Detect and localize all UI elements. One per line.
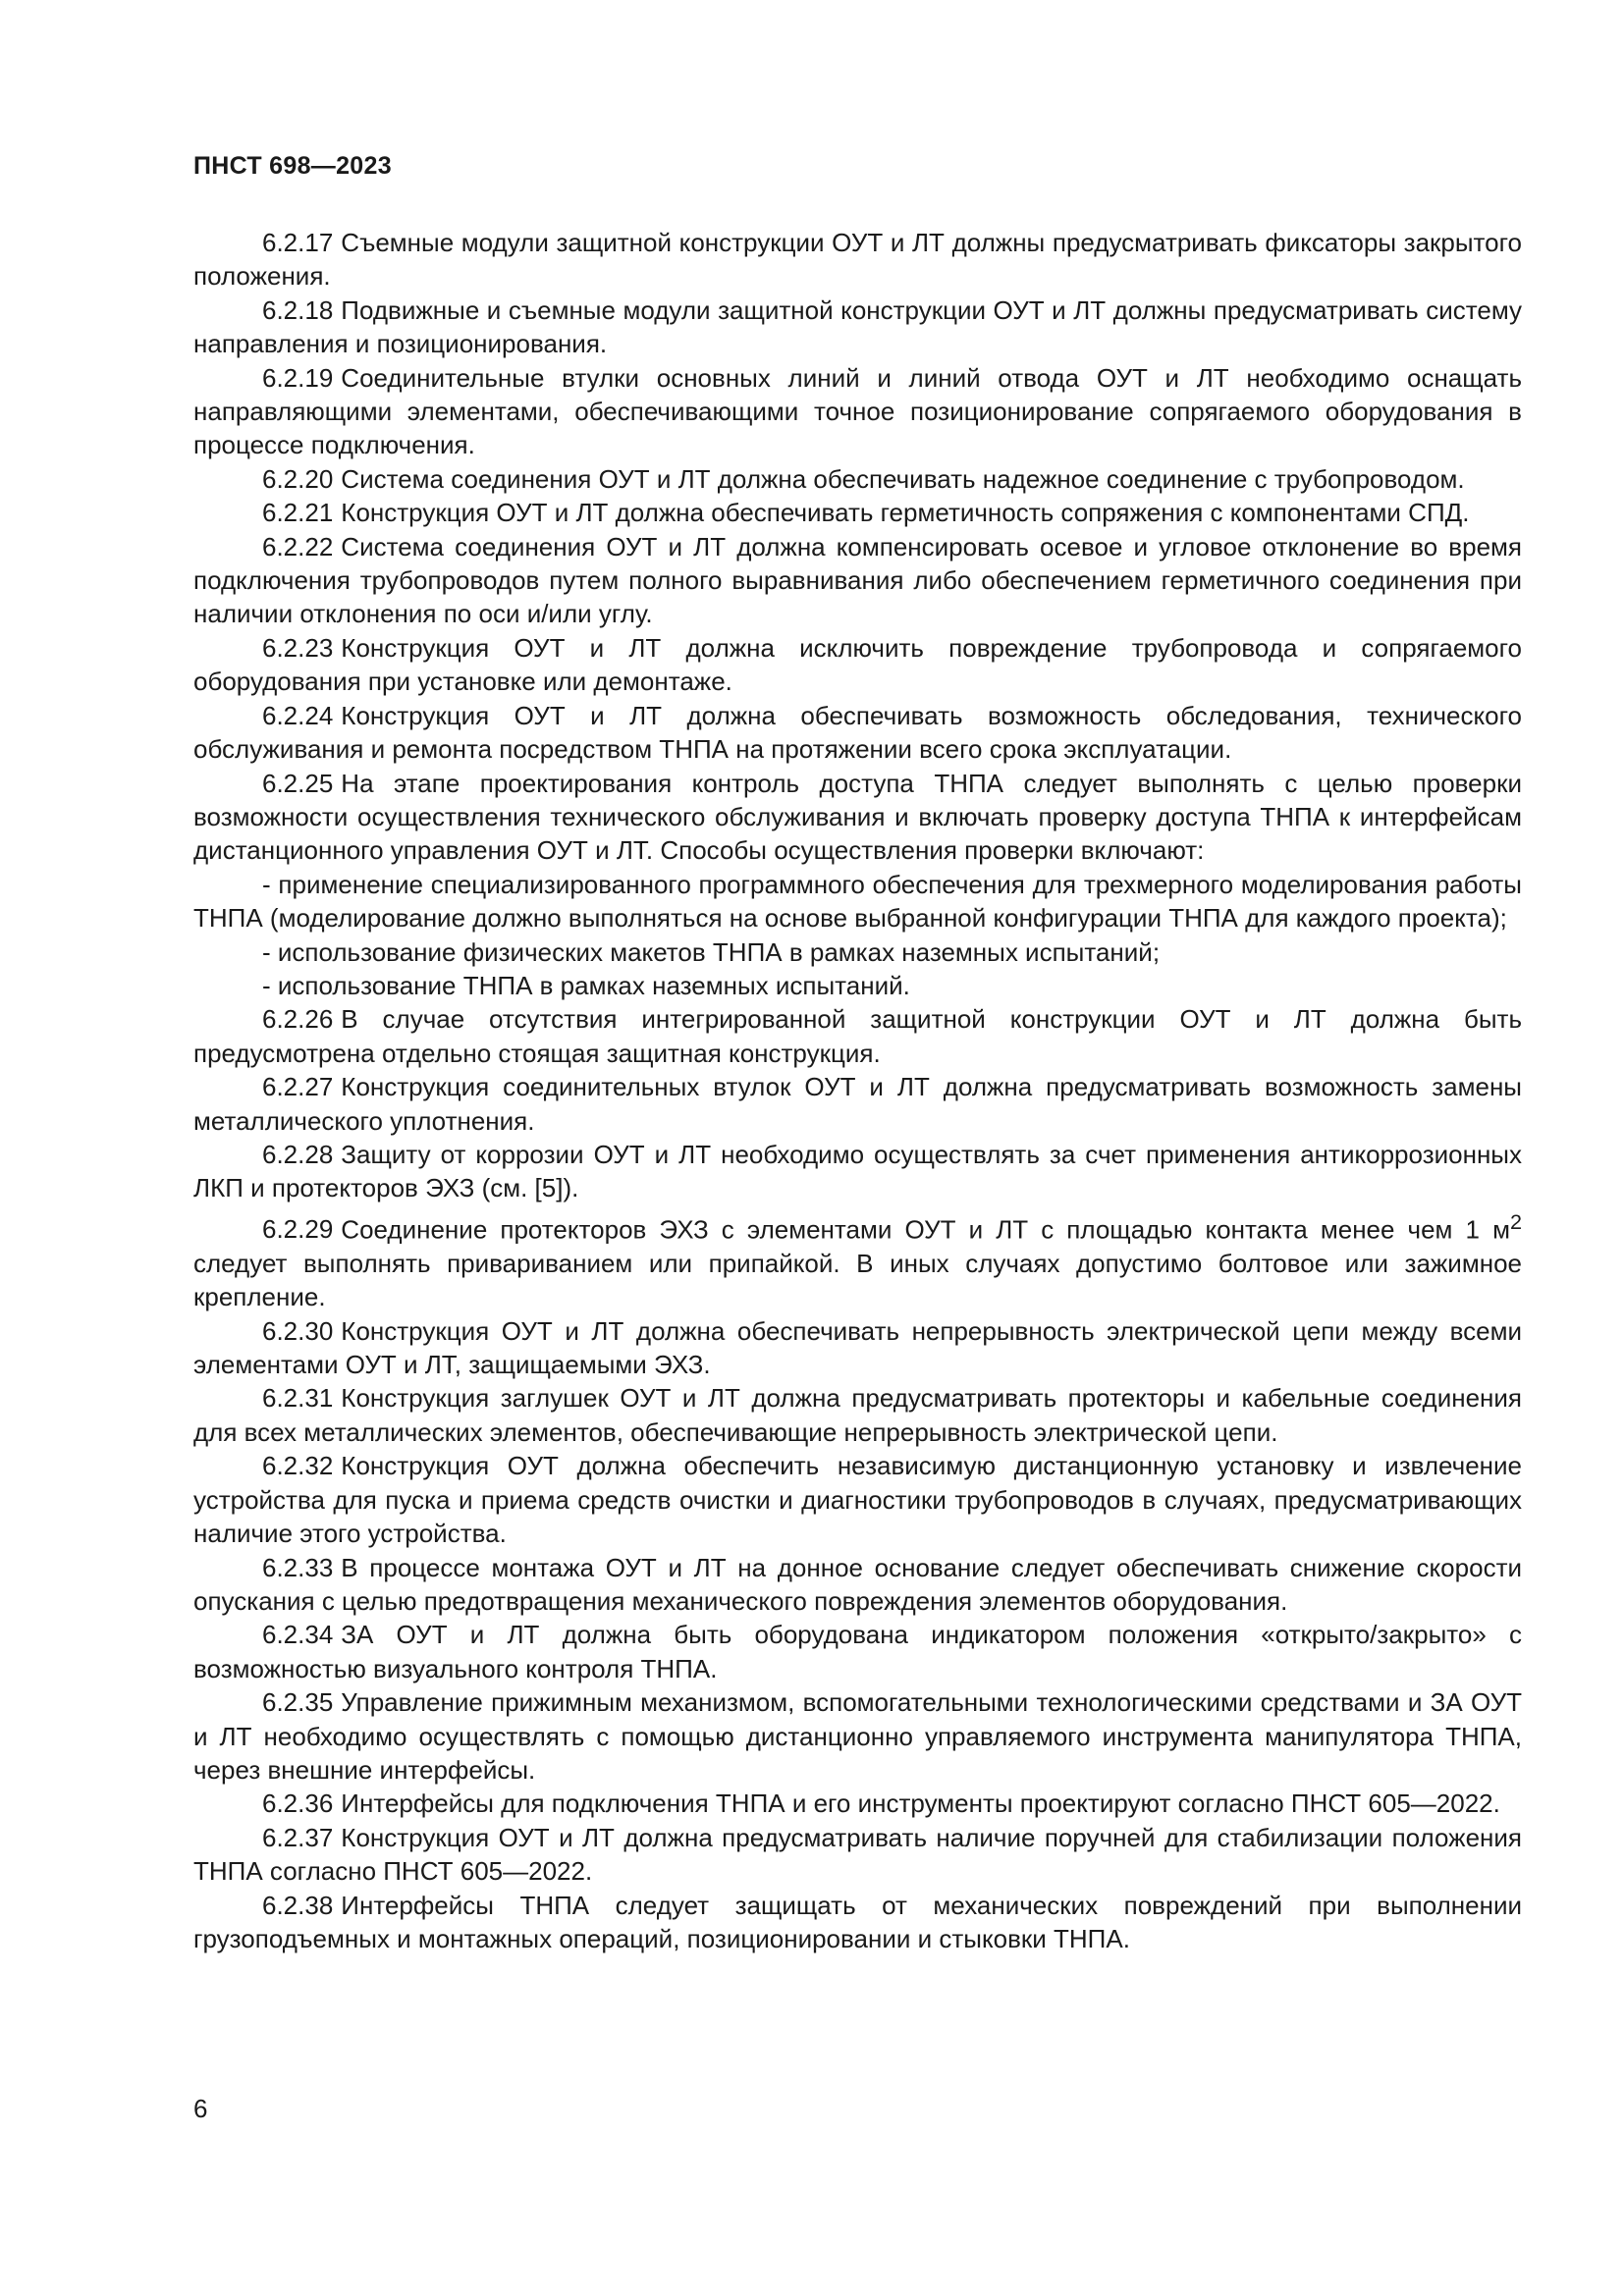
- clause-number: 6.2.22: [262, 531, 334, 561]
- clause-text: следует выполнять привариванием или припайкой. В иных случаях допустимо болтовое или зажимное крепление.: [193, 1248, 1522, 1312]
- clause-number: 6.2.34: [262, 1620, 334, 1650]
- clause-number: 6.2.29: [262, 1214, 334, 1245]
- clause-number: 6.2.18: [262, 294, 334, 325]
- clause-6-2-38: [193, 1889, 1522, 1956]
- clause-text: Соединение протекторов ЭХЗ с элементами ОУТ и ЛТ с площадью контакта менее чем 1 м: [341, 1214, 1510, 1245]
- clause-number: 6.2.38: [262, 1890, 334, 1920]
- clause-6-2-36: [193, 1787, 1522, 1820]
- clause-6-2-19: [193, 361, 1522, 462]
- clause-number: 6.2.21: [262, 498, 334, 528]
- clause-6-2-26: [193, 1002, 1522, 1070]
- clause-6-2-22: [193, 530, 1522, 631]
- clause-6-2-18: [193, 294, 1522, 361]
- clause-6-2-33: [193, 1551, 1522, 1619]
- clause-6-2-24: [193, 699, 1522, 767]
- clause-6-2-28: [193, 1138, 1522, 1205]
- list-item: - использование ТНПА в рамках наземных испытаний.: [262, 970, 910, 1000]
- clause-text: ЗА ОУТ и ЛТ должна быть оборудована индикатором положения «открыто/закрыто» с возможностью визуального контроля ТНПА.: [193, 1620, 1522, 1683]
- clause-text: На этапе проектирования контроль доступа ТНПА следует выполнять с целью проверки возможности осуществления технического обслуживания и включать проверку доступа ТНПА к интерфейсам дистанционного управления ОУТ и ЛТ. Способы осуществления проверки включают:: [193, 768, 1522, 866]
- page-number: 6: [193, 2094, 208, 2123]
- clause-number: 6.2.30: [262, 1315, 334, 1346]
- clause-text: Система соединения ОУТ и ЛТ должна компенсировать осевое и угловое отклонение во время подключения трубопроводов путем полного выравнивания либо обеспечением герметичного соединения при наличии отклонения по оси и/или углу.: [193, 531, 1522, 629]
- clause-text: Система соединения ОУТ и ЛТ должна обеспечивать надежное соединение с трубопроводом.: [341, 463, 1465, 494]
- clause-number: 6.2.27: [262, 1072, 334, 1102]
- clause-text: Соединительные втулки основных линий и линий отвода ОУТ и ЛТ необходимо оснащать направляющими элементами, обеспечивающими точное позиционирование сопрягаемого оборудования в процессе подключения.: [193, 362, 1522, 460]
- clause-text: В случае отсутствия интегрированной защитной конструкции ОУТ и ЛТ должна быть предусмотрена отдельно стоящая защитная конструкция.: [193, 1004, 1522, 1068]
- clause-text: Конструкция ОУТ и ЛТ должна обеспечивать непрерывность электрической цепи между всеми элементами ОУТ и ЛТ, защищаемыми ЭХЗ.: [193, 1315, 1522, 1380]
- clause-number: 6.2.35: [262, 1687, 334, 1718]
- clause-number: 6.2.37: [262, 1822, 334, 1852]
- clause-6-2-32: [193, 1449, 1522, 1550]
- clause-6-2-31: [193, 1381, 1522, 1449]
- clause-text: В процессе монтажа ОУТ и ЛТ на донное основание следует обеспечивать снижение скорости опускания с целью предотвращения механического повреждения элементов оборудования.: [193, 1552, 1522, 1616]
- clause-text: Интерфейсы для подключения ТНПА и его инструменты проектируют согласно ПНСТ 605—2022.: [341, 1789, 1500, 1819]
- clause-number: 6.2.28: [262, 1139, 334, 1169]
- clause-number: 6.2.19: [262, 362, 334, 393]
- clause-6-2-20: [193, 462, 1522, 496]
- clause-6-2-29: [193, 1205, 1522, 1314]
- clause-text: Конструкция ОУТ и ЛТ должна предусматривать наличие поручней для стабилизации положения ТНПА согласно ПНСТ 605—2022.: [193, 1822, 1522, 1887]
- clause-text: Конструкция ОУТ должна обеспечить независимую дистанционную установку и извлечение устройства для пуска и приема средств очистки и диагностики трубопроводов в случаях, предусматривающих наличие этого устройства.: [193, 1451, 1522, 1549]
- list-item: - использование физических макетов ТНПА в рамках наземных испытаний;: [262, 936, 1161, 967]
- clause-6-2-25: [193, 767, 1522, 868]
- clause-text: Конструкция ОУТ и ЛТ должна обеспечивать возможность обследования, технического обслуживания и ремонта посредством ТНПА на протяжении всего срока эксплуатации.: [193, 700, 1522, 765]
- clause-6-2-23: [193, 631, 1522, 699]
- list-item: - применение специализированного программного обеспечения для трехмерного моделирования работы ТНПА (моделирование должно выполняться на основе выбранной конфигурации ТНПА для каждого проекта);: [193, 869, 1522, 934]
- document-header: ПНСТ 698—2023: [193, 152, 392, 180]
- clause-text: Конструкция ОУТ и ЛТ должна исключить повреждение трубопровода и сопрягаемого оборудования при установке или демонтаже.: [193, 632, 1522, 697]
- clause-text: Защиту от коррозии ОУТ и ЛТ необходимо осуществлять за счет применения антикоррозионных ЛКП и протекторов ЭХЗ (см. [5]).: [193, 1139, 1522, 1203]
- clause-number: 6.2.32: [262, 1451, 334, 1481]
- clause-number: 6.2.25: [262, 768, 334, 798]
- clause-text: Конструкция соединительных втулок ОУТ и ЛТ должна предусматривать возможность замены металлического уплотнения.: [193, 1072, 1522, 1136]
- clause-number: 6.2.23: [262, 632, 334, 663]
- clause-text: Конструкция ОУТ и ЛТ должна обеспечивать герметичность сопряжения с компонентами СПД.: [341, 498, 1470, 528]
- clause-number: 6.2.24: [262, 700, 334, 730]
- clause-6-2-17: [193, 226, 1522, 294]
- clause-6-2-27: [193, 1070, 1522, 1138]
- clause-number: 6.2.33: [262, 1552, 334, 1582]
- clause-number: 6.2.17: [262, 228, 334, 257]
- clause-6-2-37: [193, 1821, 1522, 1889]
- clause-text: Подвижные и съемные модули защитной конструкции ОУТ и ЛТ должны предусматривать систему направления и позиционирования.: [193, 294, 1522, 359]
- clause-number: 6.2.36: [262, 1789, 334, 1819]
- clause-6-2-35: [193, 1685, 1522, 1787]
- clause-number: 6.2.20: [262, 463, 334, 494]
- clause-text: Интерфейсы ТНПА следует защищать от механических повреждений при выполнении грузоподъемных и монтажных операций, позиционировании и стыковки ТНПА.: [193, 1890, 1522, 1953]
- document-body: [193, 226, 1522, 1955]
- clause-6-2-34: [193, 1618, 1522, 1685]
- clause-text: Конструкция заглушек ОУТ и ЛТ должна предусматривать протекторы и кабельные соединения для всех металлических элементов, обеспечивающие непрерывность электрической цепи.: [193, 1383, 1522, 1447]
- superscript: 2: [1509, 1208, 1522, 1234]
- clause-text: Управление прижимным механизмом, вспомогательными технологическими средствами и ЗА ОУТ и ЛТ необходимо осуществлять с помощью дистанционно управляемого инструмента манипулятора ТНПА, через внешние интерфейсы.: [193, 1687, 1522, 1785]
- clause-number: 6.2.31: [262, 1383, 334, 1414]
- clause-text: Съемные модули защитной конструкции ОУТ и ЛТ должны предусматривать фиксаторы закрытого положения.: [193, 228, 1522, 292]
- clause-number: 6.2.26: [262, 1004, 334, 1035]
- clause-6-2-21: [193, 496, 1522, 529]
- clause-6-2-30: [193, 1314, 1522, 1382]
